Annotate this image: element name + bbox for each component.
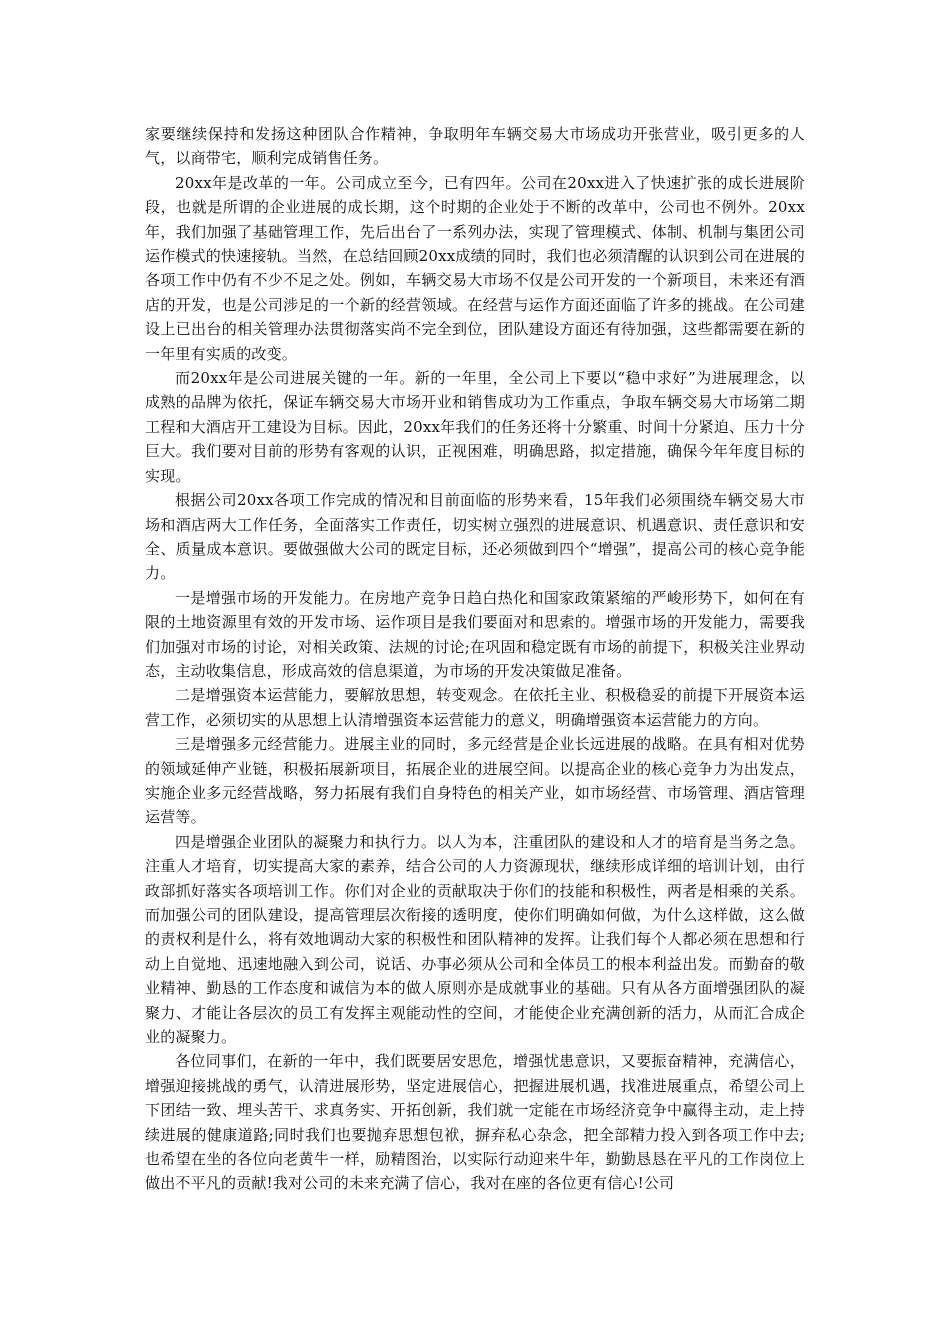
- paragraph-5: 一是增强市场的开发能力。在房地产竞争日趋白热化和国家政策紧缩的严峻形势下，如何在有限的土地资源里有效的开发市场、运作项目是我们要面对和思索的。增强市场的开发能力，需要我们加强对市场的讨论，对相关政策、法规的讨论;在巩固和稳定既有市场的前提下，积极关注业界动态，主动收集信息，形成高效的信息渠道，为市场的开发决策做足准备。: [145, 588, 805, 680]
- paragraph-3: 而20xx年是公司进展关键的一年。新的一年里，全公司上下要以“稳中求好”为进展理念，以成熟的品牌为依托，保证车辆交易大市场开业和销售成功为工作重点，争取车辆交易大市场第二期工程和大酒店开工建设为目标。因此，20xx年我们的任务还将十分繁重、时间十分紧迫、压力十分巨大。我们要对目前的形势有客观的认识，正视困难，明确思路，拟定措施，确保今年年度目标的实现。: [145, 369, 806, 485]
- paragraph-9: 各位同事们，在新的一年中，我们既要居安思危，增强忧患意识，又要振奋精神，充满信心，增强迎接挑战的勇气，认清进展形势，坚定进展信心，把握进展机遇，找准进展重点，希望公司上下团结一致、埋头苦干、求真务实、开拓创新，我们就一定能在市场经济竞争中赢得主动，走上持续进展的健康道路;同时我们也要抛弃思想包袱，摒弃私心杂念，把全部精力投入到各项工作中去;也希望在坐的各位向老黄牛一样，励精图治，以实际行动迎来牛年，勤勤恳恳在平凡的工作岗位上做出不平凡的贡献!我对公司的未来充满了信心，我对在座的各位更有信心!公司: [145, 1052, 805, 1193]
- paragraph-8: 四是增强企业团队的凝聚力和执行力。以人为本，注重团队的建设和人才的培育是当务之急。注重人才培育，切实提高大家的素养，结合公司的人力资源现状，继续形成详细的培训计划，由行政部抓好落实各项培训工作。你们对企业的贡献取决于你们的技能和积极性，两者是相乘的关系。而加强公司的团队建设，提高管理层次衔接的透明度，使你们明确如何做，为什么这样做，这么做的责权利是什么，将有效地调动大家的积极性和团队精神的发挥。让我们每个人都必须在思想和行动上自觉地、迅速地融入到公司，说话、办事必须从公司和全体员工的根本利益出发。而勤奋的敬业精神、勤恳的工作态度和诚信为本的做人原则亦是成就事业的基础。只有从各方面增强团队的凝聚力、才能让各层次的员工有发挥主观能动性的空间，才能使企业充满创新的活力，从而汇合成企业的凝聚力。: [145, 832, 805, 1047]
- paragraph-7: 三是增强多元经营能力。进展主业的同时，多元经营是企业长远进展的战略。在具有相对优势的领域延伸产业链，积极拓展新项目，拓展企业的进展空间。以提高企业的核心竞争力为出发点，实施企业多元经营战略，努力拓展有我们自身特色的相关产业，如市场经营、市场管理、酒店管理运营等。: [145, 735, 805, 827]
- paragraph-1: 家要继续保持和发扬这种团队合作精神，争取明年车辆交易大市场成功开张营业，吸引更多的人气，以商带宅，顺利完成销售任务。: [145, 125, 805, 168]
- paragraph-2: 20xx年是改革的一年。公司成立至今，已有四年。公司在20xx进入了快速扩张的成长进展阶段，也就是所谓的企业进展的成长期，这个时期的企业处于不断的改革中，公司也不例外。20xx年，我们加强了基础管理工作，先后出台了一系列办法，实现了管理模式、体制、机制与集团公司运作模式的快速接轨。当然，在总结回顾20xx成绩的同时，我们也必须清醒的认识到公司在进展的各项工作中仍有不少不足之处。例如，车辆交易大市场不仅是公司开发的一个新项目，未来还有酒店的开发，也是公司涉足的一个新的经营领域。在经营与运作方面还面临了许多的挑战。在公司建设上已出台的相关管理办法贯彻落实尚不完全到位，团队建设方面还有待加强，这些都需要在新的一年里有实质的改变。: [145, 173, 806, 363]
- paragraph-4: 根据公司20xx各项工作完成的情况和目前面临的形势来看，15年我们必须围绕车辆交易大市场和酒店两大工作任务，全面落实工作责任，切实树立强烈的进展意识、机遇意识、责任意识和安全、质量成本意识。要做强做大公司的既定目标，还必须做到四个“增强”，提高公司的核心竞争能力。: [145, 491, 805, 583]
- paragraph-6: 二是增强资本运营能力，要解放思想，转变观念。在依托主业、积极稳妥的前提下开展资本运营工作，必须切实的从思想上认清增强资本运营能力的意义，明确增强资本运营能力的方向。: [145, 686, 805, 729]
- document-body: [145, 122, 805, 1196]
